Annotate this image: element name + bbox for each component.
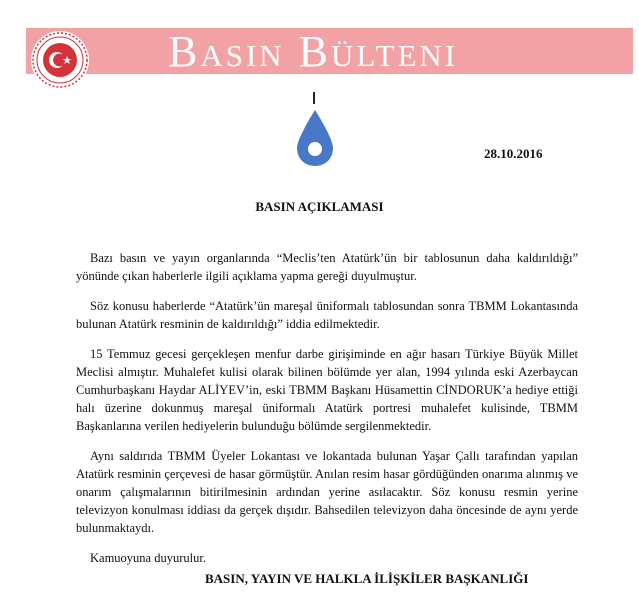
banner-title: Basın Bülteni bbox=[168, 27, 459, 76]
document-body bbox=[76, 249, 578, 579]
paragraph: Aynı saldırıda TBMM Üyeler Lokantası ve lokantada bulunan Yaşar Çallı tarafından yapılan Atatürk resminin çerçevesi de hasar görmüştür. Anılan resim hasar gördüğünden onarıma alınmış ve onarım çalışmalarının bitirilmesinin ardından yerine asılacaktır. Söz konusu resmin yerine televizyon konulması iddiası da gerçek dışıdır. Bahsedilen televizyon daha öncesinde de aynı yerde bulunmaktaydı. bbox=[76, 449, 578, 535]
paragraph: Söz konusu haberlerde “Atatürk’ün mareşal üniformalı tablosundan sonra TBMM Lokantasında bulunan Atatürk resminin de kaldırıldığı” iddia edilmektedir. bbox=[76, 299, 578, 331]
document-date: 28.10.2016 bbox=[484, 146, 543, 161]
document-heading: BASIN AÇIKLAMASI bbox=[255, 199, 384, 214]
paragraph: Bazı basın ve yayın organlarında “Meclis’ten Atatürk’ün bir tablosunun daha kaldırıldığı” yönünde çıkan haberlerle ilgili açıklama yapma gereği duyulmuştur. bbox=[76, 251, 578, 283]
paragraph: Kamuoyuna duyurulur. bbox=[90, 551, 206, 565]
water-drop-icon bbox=[293, 108, 337, 168]
paragraph: 15 Temmuz gecesi gerçekleşen menfur darbe girişiminde en ağır hasarı Türkiye Büyük Millet Meclisi almıştır. Muhalefet kulisi olarak bilinen bölümde yer alan, 1994 yılında eski Azerbaycan Cumhurbaşkanı Haydar ALİYEV’in, eski TBMM Başkanı Hüsamettin CİNDORUK’a hediye ettiği halı üzerine dokunmuş mareşal üniformalı Atatürk portresi muhalefet kulisinde, TBMM Başkanlarına verilen hediyelerin bulunduğu bölümde sergilenmektedir. bbox=[76, 347, 578, 433]
issuing-office: BASIN, YAYIN VE HALKLA İLİŞKİLER BAŞKANLIĞI bbox=[205, 571, 529, 586]
drop-line bbox=[313, 92, 315, 104]
tbmm-seal-icon bbox=[29, 29, 91, 91]
